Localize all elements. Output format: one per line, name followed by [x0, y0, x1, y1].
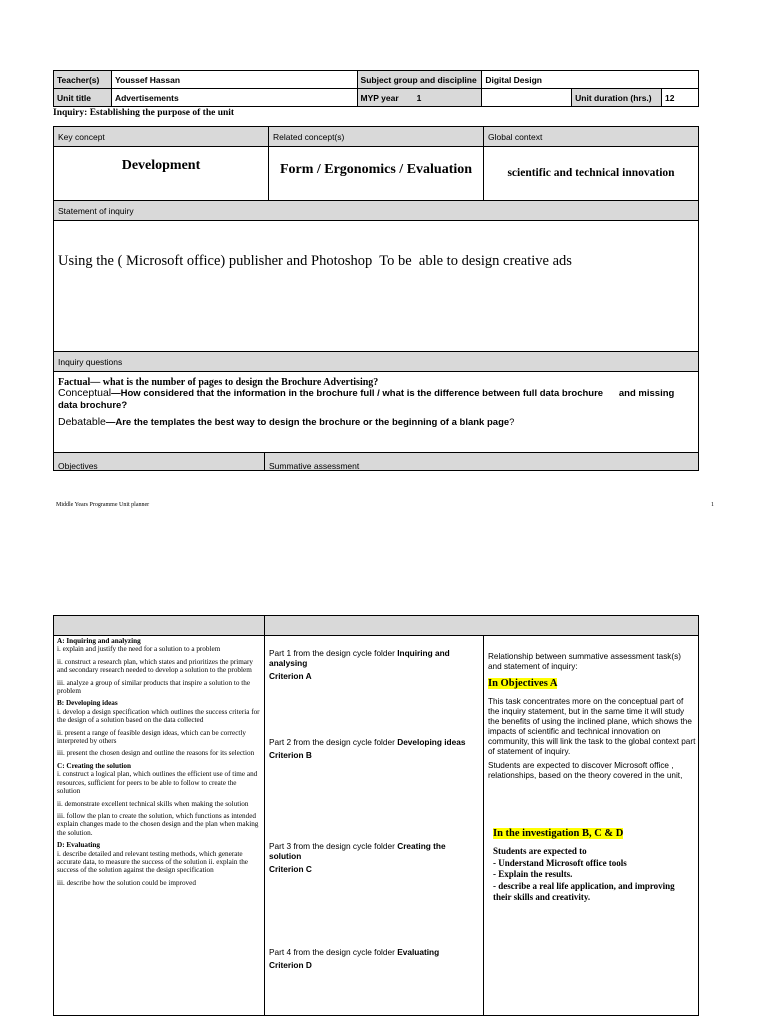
questions-header: [53, 351, 699, 372]
global-context-header: [483, 126, 699, 147]
global-context-label: Global context: [488, 132, 543, 142]
part-3: [269, 841, 477, 874]
related-concept-header: [268, 126, 484, 147]
unit-title-value: Advertisements: [111, 89, 357, 107]
debatable-end: ?: [509, 417, 515, 428]
footer-text: Middle Years Programme Unit planner: [56, 502, 150, 508]
investigation-list: [493, 846, 693, 904]
objective-b-i: i. develop a design specification which outlines the success criteria for the design of a solution based on the data collected: [57, 707, 260, 725]
relationship-intro: Relationship between summative assessment task(s) and statement of inquiry:: [488, 652, 681, 671]
part-1-criterion: Criterion A: [269, 671, 312, 681]
global-context-cell: [483, 146, 699, 201]
statement-text: Using the ( Microsoft office) publisher and Photoshop To be able to design creative ads: [58, 253, 572, 269]
objective-c-ii: ii. demonstrate excellent technical skills when making the solution: [57, 799, 249, 808]
unit-title-label: Unit title: [54, 89, 112, 107]
part-3-prefix: Part 3 from the design cycle folder: [269, 841, 398, 851]
objectives-label: Objectives: [58, 461, 98, 471]
summative-label: Summative assessment: [269, 461, 360, 471]
key-concept-header: [53, 126, 269, 147]
objectives-header: [53, 452, 265, 471]
part-4-prefix: Part 4 from the design cycle folder: [269, 947, 398, 957]
duration-label: Unit duration (hrs.): [572, 89, 662, 107]
objective-c-i: i. construct a logical plan, which outlines the efficient use of time and resources, sufficient for peers to be able to follow to create the solution: [57, 770, 258, 796]
objective-a-ii: ii. construct a research plan, which states and prioritizes the primary and secondary research needed to develop a solution to the problem: [57, 657, 253, 675]
teacher-value: Youssef Hassan: [111, 71, 357, 89]
key-concept-value: Development: [121, 158, 201, 173]
key-concept-label: Key concept: [58, 132, 105, 142]
objective-d-title: D: Evaluating: [57, 841, 100, 850]
myp-year-cell: [357, 89, 482, 107]
questions-cell: [53, 371, 699, 453]
objective-c-title: C: Creating the solution: [57, 761, 131, 770]
part-2-prefix: Part 2 from the design cycle folder: [269, 737, 398, 747]
myp-year-label: MYP year: [360, 92, 399, 103]
investigation-line-3: - Explain the results.: [493, 869, 573, 879]
related-concept-cell: [268, 146, 484, 201]
statement-label: Statement of inquiry: [58, 206, 134, 216]
conceptual-text: —How considered that the information in the brochure full / what is the difference between full data brochure and missing data brochure?: [58, 388, 677, 411]
part-4-title: Evaluating: [397, 947, 440, 957]
part-4: [269, 947, 477, 970]
page-number: 1: [711, 502, 714, 508]
duration-value: 12: [662, 89, 699, 107]
objective-d-i: i. describe detailed and relevant testing methods, which generate accurate data, to measure the success of the solution ii. explain the success of the solution against the design specification: [57, 849, 248, 875]
relationship-cell: [483, 635, 699, 1016]
objective-c-iii: iii. follow the plan to create the solution, which functions as intended explain changes made to the chosen design and the plan when making the solution.: [57, 811, 259, 837]
relationship-para-1: This task concentrates more on the conceptual part of the inquiry statement, but in the same time it will study the benefits of using the inclined plane, which shows the impacts of scientific and technical innovation on community, this will link the task to the global context part of statement of inquiry.: [488, 697, 696, 756]
related-concept-value: Form / Ergonomics / Evaluation: [279, 162, 473, 177]
summative-header: [264, 452, 699, 471]
unit-header-table: [53, 70, 699, 107]
conceptual-question: [58, 388, 694, 411]
objective-d-iii: iii. describe how the solution could be improved: [57, 878, 196, 887]
part-1: [269, 648, 477, 681]
part-1-title: Inquiring and analysing: [269, 648, 450, 668]
global-context-value: scientific and technical innovation: [507, 167, 675, 179]
objective-a-i: i. explain and justify the need for a solution to a problem: [57, 645, 221, 654]
investigation-line-2: - Understand Microsoft office tools: [493, 857, 627, 868]
page2-summative-header: [264, 615, 699, 636]
part-2-criterion: Criterion B: [269, 750, 312, 760]
debatable-question: [58, 417, 694, 428]
part-3-title: Creating the solution: [269, 841, 446, 861]
factual-question: [58, 377, 694, 388]
subject-value: Digital Design: [482, 71, 699, 89]
investigation-line-1: Students are expected to: [493, 846, 587, 856]
statement-header: [53, 200, 699, 221]
investigation-line-4: - describe a real life application, and improving their skills and creativity.: [493, 880, 675, 902]
assessment-parts-cell: [264, 635, 484, 1016]
part-2: [269, 737, 477, 760]
subject-label: Subject group and discipline: [357, 71, 482, 89]
objective-b-iii: iii. present the chosen design and outline the reasons for its selection: [57, 749, 255, 758]
debatable-text: —Are the templates the best way to design the brochure or the beginning of a blank page: [105, 417, 510, 428]
debatable-prefix: Debatable: [58, 416, 106, 428]
page2-objectives-header: [53, 615, 265, 636]
teacher-label: Teacher(s): [54, 71, 112, 89]
objectives-cell: [53, 635, 265, 1016]
objective-a-iii: iii. analyze a group of similar products that inspire a solution to the problem: [57, 678, 251, 696]
myp-year-value: 1: [416, 92, 422, 103]
part-3-criterion: Criterion C: [269, 864, 312, 874]
factual-text: — what is the number of pages to design the Brochure Advertising?: [90, 377, 379, 388]
inquiry-heading: Inquiry: Establishing the purpose of the unit: [53, 108, 235, 118]
factual-prefix: Factual: [58, 377, 91, 388]
investigation-highlight: In the investigation B, C & D: [493, 828, 624, 839]
relationship-para-2: Students are expected to discover Microsoft office , relationships, based on the theory covered in the unit,: [488, 761, 683, 780]
objective-a-title: A: Inquiring and analyzing: [57, 637, 141, 645]
objective-b-ii: ii. present a range of feasible design ideas, which can be correctly interpreted by others: [57, 728, 246, 746]
conceptual-prefix: Conceptual: [58, 387, 112, 399]
key-concept-cell: [53, 146, 269, 201]
objective-b-title: B: Developing ideas: [57, 699, 118, 708]
objectives-a-highlight: In Objectives A: [488, 678, 558, 689]
statement-cell: [53, 220, 699, 352]
part-1-prefix: Part 1 from the design cycle folder: [269, 648, 398, 658]
empty-cell: [482, 89, 572, 107]
part-4-criterion: Criterion D: [269, 960, 312, 970]
part-2-title: Developing ideas: [397, 737, 466, 747]
questions-label: Inquiry questions: [58, 357, 123, 367]
related-concept-label: Related concept(s): [273, 132, 345, 142]
